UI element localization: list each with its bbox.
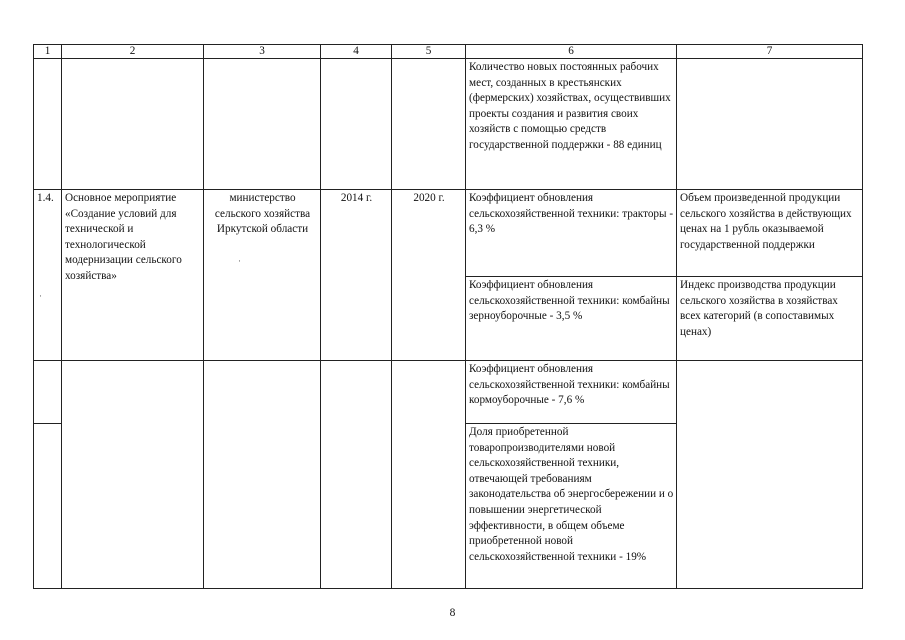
empty-cell <box>34 361 62 424</box>
empty-cell <box>62 59 204 190</box>
empty-cell <box>321 361 392 589</box>
page-number: 8 <box>449 607 456 619</box>
empty-cell <box>34 424 62 589</box>
indicator-cell: Коэффициент обновления сельскохозяйственной техники: комбайны зерноуборочные - 3,5 % <box>466 277 677 361</box>
empty-cell <box>62 361 204 589</box>
column-number-6: 6 <box>466 45 677 59</box>
empty-cell <box>321 59 392 190</box>
empty-cell <box>204 59 321 190</box>
program-table <box>33 44 863 589</box>
indicator-cell: Коэффициент обновления сельскохозяйственной техники: тракторы - 6,3 % <box>466 190 677 277</box>
table-row <box>34 361 863 424</box>
table-row <box>34 190 863 277</box>
column-number-4: 4 <box>321 45 392 59</box>
scan-speck: · <box>39 291 42 301</box>
empty-cell <box>392 361 466 589</box>
end-year: 2020 г. <box>392 190 466 361</box>
column-number-5: 5 <box>392 45 466 59</box>
empty-cell <box>677 59 863 190</box>
column-number-3: 3 <box>204 45 321 59</box>
table-row <box>34 59 863 190</box>
indicator-cell: Количество новых постоянных рабочих мест, созданных в крестьянских (фермерских) хозяйствах, осуществивших проекты создания и развития своих хозяйств с помощью средств государственной поддержки - 88 единиц <box>466 59 677 190</box>
empty-cell <box>392 59 466 190</box>
executor-name: министерство сельского хозяйства Иркутской области <box>204 190 321 361</box>
activity-name: Основное мероприятие «Создание условий для технической и технологической модернизации сельского хозяйства» <box>62 190 204 361</box>
empty-cell <box>204 361 321 589</box>
column-number-7: 7 <box>677 45 863 59</box>
indicator-cell: Доля приобретенной товаропроизводителями новой сельскохозяйственной техники, отвечающей требованиям законодательства об энергосбережении и о повышении энергетической эффективности, в общем объеме приобретенной новой сельскохозяйственной техники - 19% <box>466 424 677 589</box>
result-cell: Индекс производства продукции сельского хозяйства в хозяйствах всех категорий (в сопоставимых ценах) <box>677 277 863 361</box>
start-year: 2014 г. <box>321 190 392 361</box>
result-cell: Объем произведенной продукции сельского хозяйства в действующих ценах на 1 рубль оказываемой государственной поддержки <box>677 190 863 277</box>
empty-cell <box>677 361 863 589</box>
indicator-cell: Коэффициент обновления сельскохозяйственной техники: комбайны кормоуборочные - 7,6 % <box>466 361 677 424</box>
column-number-1: 1 <box>34 45 62 59</box>
scan-speck: · <box>238 256 241 266</box>
column-number-2: 2 <box>62 45 204 59</box>
column-number-row <box>34 45 863 59</box>
item-number: 1.4. <box>34 190 62 361</box>
empty-cell <box>34 59 62 190</box>
